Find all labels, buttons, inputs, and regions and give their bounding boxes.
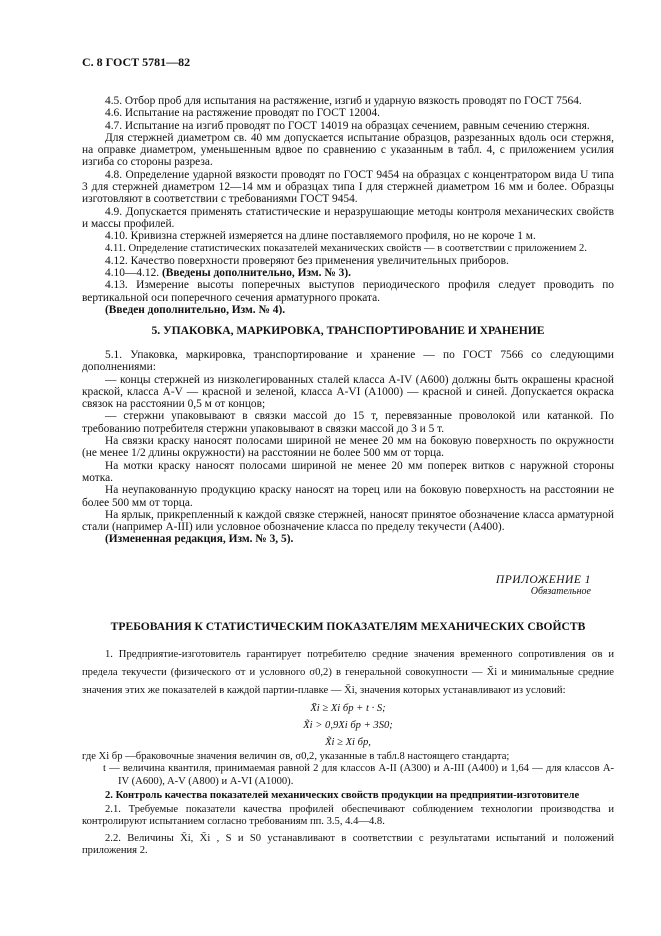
formula: X̄i ≥ Xi бр + t · S; [310, 703, 386, 714]
paragraph: 4.10. Кривизна стержней измеряется на длине поставляемого профиля, но не короче 1 м. [105, 230, 536, 243]
paragraph: 4.5. Отбор проб для испытания на растяжение, изгиб и ударную вязкость проводят по ГОСТ 7564. [105, 95, 582, 107]
paragraph: 4.11. Определение статистических показателей механических свойств — в соответствии с приложением 2. [105, 242, 587, 254]
paragraph: На связки краску наносят полосами шириной не менее 20 мм на боковую поверхность по окружности (не менее 1/2 длины окружности) на расстоянии не более 500 мм от торца. [82, 435, 614, 460]
amendment-note: (Введен дополнительно, Изм. № 4). [105, 304, 286, 317]
paragraph: 5.1. Упаковка, маркировка, транспортирование и хранение — по ГОСТ 7566 со следующими дополнениями: [82, 349, 614, 374]
note-text: (Введены дополнительно, Изм. № 3). [161, 267, 351, 280]
section-4-continued [82, 95, 614, 316]
paragraph: 4.12. Качество поверхности проверяют без применения увеличительных приборов. [105, 254, 509, 267]
paragraph: 4.13. Измерение высоты поперечных выступов периодического профиля следует проводить по вертикальной оси поперечного сечения арматурного проката. [82, 279, 614, 304]
subsection-heading: 2. Контроль качества показателей механических свойств продукции на предприятии-изготовителе [105, 789, 580, 801]
appendix-label [496, 575, 591, 597]
appendix-body [82, 646, 614, 857]
amendment-note [82, 267, 614, 279]
section-5-title: 5. УПАКОВКА, МАРКИРОВКА, ТРАНСПОРТИРОВАНИЕ И ХРАНЕНИЕ [151, 324, 545, 337]
paragraph: На ярлык, прикрепленный к каждой связке стержней, наносят принятое обозначение класса арматурной стали (например A-III) или условное обозначение класса по пределу текучести (A400). [82, 508, 614, 534]
paragraph: 1. Предприятие-изготовитель гарантирует потребителю средние значения временного сопротивления σв и предела текучести (физического σт и условного σ0,2) в генеральной совокупности — X̃i и минимальные средние значения этих же показателей в каждой партии-плавке — X̄i, значения которых устанавливают из условий: [82, 649, 614, 696]
paragraph: 2.1. Требуемые показатели качества профилей обеспечивают соблюдением технологии производства и контролируют испытанием согласно требованиям пп. 3.5, 4.4—4.8. [82, 804, 614, 828]
section-5 [82, 349, 614, 546]
paragraph: 4.9. Допускается применять статистические и неразрушающие методы контроля механических свойств и массы профилей. [82, 205, 614, 230]
note-prefix: 4.10—4.12. [105, 267, 162, 280]
definition: где Xi бр —браковочные значения величин σв, σ0,2, указанные в табл.8 настоящего стандарта; [82, 751, 510, 762]
paragraph: Для стержней диаметром св. 40 мм допускается испытание образцов, разрезанных вдоль оси стержня, на оправке диаметром, уменьшенным вдвое по сравнению с указанным в табл. 4, с приложением усилия изгиба со стороны разреза. [82, 131, 614, 169]
amendment-note: (Измененная редакция, Изм. № 3, 5). [105, 533, 294, 546]
paragraph: 2.2. Величины X̄i, X̃i , S и S0 устанавливают в соответствии с результатами испытаний и положений приложения 2. [82, 832, 614, 857]
paragraph: 4.6. Испытание на растяжение проводят по ГОСТ 12004. [105, 107, 381, 120]
paragraph: — концы стержней из низколегированных сталей класса A-IV (A600) должны быть окрашены красной краской, класса A-V — красной и зеленой, класса A-VI (A1000) — красной и синей. Допускается окраска связок на расстоянии 0,5 м от концов; [82, 373, 614, 411]
paragraph: 4.8. Определение ударной вязкости проводят по ГОСТ 9454 на образцах с концентратором вида U типа 3 для стержней диаметром 12—14 мм и образцах типа I для стержней диаметром 16 мм и более. Образцы изготовляют в соответствии с требованиями ГОСТ 9454. [82, 168, 614, 206]
page-header: С. 8 ГОСТ 5781—82 [82, 55, 191, 69]
appendix-status: Обязательное [530, 586, 591, 597]
paragraph: — стержни упаковывают в связки массой до 15 т, перевязанные проволокой или катанкой. По требованию потребителя стержни упаковывают в связки массой до 3 и 5 т. [82, 410, 614, 435]
formula: X̃i > 0,9Xi бр + 3S0; [303, 720, 393, 731]
paragraph: На мотки краску наносят полосами шириной не менее 20 мм поперек витков с наружной стороны мотка. [82, 459, 614, 484]
appendix-number: ПРИЛОЖЕНИЕ 1 [495, 574, 591, 586]
paragraph: 4.7. Испытание на изгиб проводят по ГОСТ 14019 на образцах сечением, равным сечению стержня. [105, 119, 590, 132]
appendix-title: ТРЕБОВАНИЯ К СТАТИСТИЧЕСКИМ ПОКАЗАТЕЛЯМ МЕХАНИЧЕСКИХ СВОЙСТВ [110, 620, 586, 633]
definition: t — величина квантиля, принимаемая равной 2 для классов A-II (A300) и A-III (A400) и 1,64 — для классов A-IV (A600), A-V (A800) и A-VI (A1000). [103, 763, 614, 787]
formula: X̃i ≥ Xi бр, [325, 737, 371, 748]
paragraph: На неупакованную продукцию краску наносят на торец или на боковую поверхность на расстоянии не более 500 мм от торца. [82, 484, 614, 509]
